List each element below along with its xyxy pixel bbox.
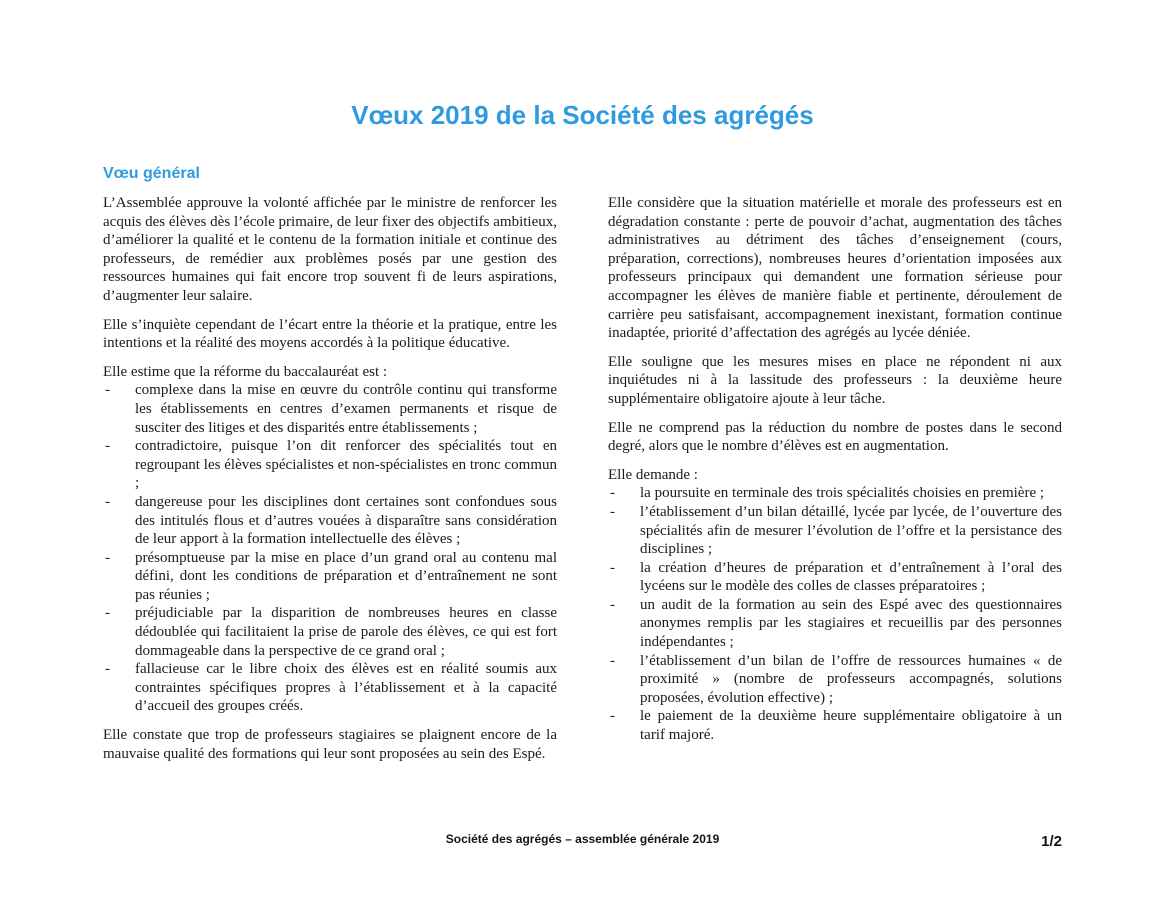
list-item-text: complexe dans la mise en œuvre du contrôle continu qui transforme les établissements en centres d’examen permanents et risque de susciter des litiges et des disparités entre établissements ;	[135, 382, 557, 436]
list-item-text: l’établissement d’un bilan détaillé, lycée par lycée, de l’ouverture des spécialités afin de mesurer l’évolution de l’offre et la persistance des disciplines ;	[640, 503, 1062, 558]
left-column	[103, 194, 557, 773]
list-item	[103, 493, 557, 549]
paragraph: Elle considère que la situation matérielle et morale des professeurs est en dégradation constante : perte de pouvoir d’achat, augmentation des tâches administratives au détriment des tâches d’enseignement (cours, préparation, corrections), nombreuses heures d’orientation imposées aux professeurs principaux qui demandent une formation sérieuse pour accompagner les élèves de manière fiable et pertinente, déroulement de carrière peu satisfaisant, accompagnement inexistant, formation continue inadaptée, priorité d’affectation des agrégés au lycée déniée.	[608, 195, 1062, 342]
list-item	[608, 596, 1062, 652]
list-item	[608, 503, 1062, 559]
paragraph: Elle souligne que les mesures mises en place ne répondent ni aux inquiétudes ni à la lassitude des professeurs : la deuxième heure supplémentaire obligatoire ajoute à leur tâche.	[608, 353, 1062, 407]
list-item-text: un audit de la formation au sein des Espé avec des questionnaires anonymes remplis par les stagiaires et recueillis par des personnes indépendantes ;	[640, 596, 1062, 651]
list-item	[103, 549, 557, 605]
bullet-dash: -	[105, 382, 110, 399]
paragraph: Elle constate que trop de professeurs stagiaires se plaignent encore de la mauvaise qualité des formations qui leur sont proposées au sein des Espé.	[103, 727, 557, 762]
section-heading: Vœu général	[103, 165, 200, 182]
bullet-dash: -	[610, 708, 615, 725]
bullet-dash: -	[105, 549, 110, 566]
paragraph: Elle ne comprend pas la réduction du nombre de postes dans le second degré, alors que le nombre d’élèves est en augmentation.	[608, 419, 1062, 455]
bullet-dash: -	[610, 485, 615, 502]
bullet-dash: -	[610, 596, 615, 613]
bullet-list	[608, 484, 1062, 744]
paragraph: Elle s’inquiète cependant de l’écart entre la théorie et la pratique, entre les intentions et la réalité des moyens accordés à la politique éducative.	[103, 316, 557, 352]
list-item	[103, 381, 557, 437]
list-item-text: présomptueuse par la mise en place d’un grand oral au contenu mal défini, dont les conditions de préparation et d’entraînement ne sont pas réunies ;	[135, 549, 557, 603]
list-item	[608, 484, 1062, 503]
bullet-dash: -	[105, 661, 110, 678]
list-item-text: contradictoire, puisque l’on dit renforcer des spécialités tout en regroupant les élèves spécialistes et non-spécialistes en tronc commun ;	[135, 438, 557, 492]
bullet-dash: -	[105, 493, 110, 510]
bullet-dash: -	[105, 438, 110, 455]
list-intro: Elle estime que la réforme du baccalauréat est :	[103, 363, 388, 380]
list-item	[103, 660, 557, 716]
list-item	[608, 559, 1062, 596]
bullet-dash: -	[610, 503, 615, 520]
two-column-body	[103, 194, 1062, 773]
list-intro: Elle demande :	[608, 466, 698, 483]
list-item-text: la poursuite en terminale des trois spécialités choisies en première ;	[640, 485, 1045, 502]
page-title: Vœux 2019 de la Société des agrégés	[351, 100, 814, 130]
list-item-text: le paiement de la deuxième heure supplémentaire obligatoire à un tarif majoré.	[640, 708, 1062, 744]
right-column	[608, 194, 1062, 773]
bullet-dash: -	[610, 652, 615, 669]
list-item-text: préjudiciable par la disparition de nombreuses heures en classe dédoublée qui facilitaient la prise de parole des élèves, ce qui est fort dommageable dans la perspective de ce grand oral ;	[135, 605, 557, 659]
footer-text: Société des agrégés – assemblée générale 2019	[445, 832, 720, 846]
bullet-dash: -	[610, 559, 615, 576]
list-item	[608, 707, 1062, 744]
list-item	[608, 652, 1062, 708]
paragraph: L’Assemblée approuve la volonté affichée par le ministre de renforcer les acquis des élèves dès l’école primaire, de leur fixer des objectifs ambitieux, d’améliorer la qualité et le contenu de la formation initiale et continue des professeurs, de remédier aux problèmes posés par une gestion des ressources humaines qui fait encore trop souvent fi de leurs aspirations, d’augmenter leur salaire.	[103, 195, 557, 304]
list-item-text: fallacieuse car le libre choix des élèves est en réalité soumis aux contraintes spécifiques propres à l’établissement et à la capacité d’accueil des groupes créés.	[135, 661, 557, 715]
list-item-text: la création d’heures de préparation et d’entraînement à l’oral des lycéens sur le modèle des colles de classes préparatoires ;	[640, 559, 1062, 595]
bullet-list	[103, 381, 557, 716]
bullet-dash: -	[105, 605, 110, 622]
list-item-text: l’établissement d’un bilan de l’offre de ressources humaines « de proximité » (nombre de professeurs accompagnés, solutions proposées, évolution effective) ;	[640, 652, 1062, 706]
page-number: 1/2	[1041, 833, 1062, 850]
list-item-text: dangereuse pour les disciplines dont certaines sont confondues sous des intitulés flous et d’autres vouées à disparaître sans considération de leur apport à la formation intellectuelle des élèves ;	[135, 493, 557, 548]
list-item	[103, 604, 557, 660]
list-item	[103, 437, 557, 493]
